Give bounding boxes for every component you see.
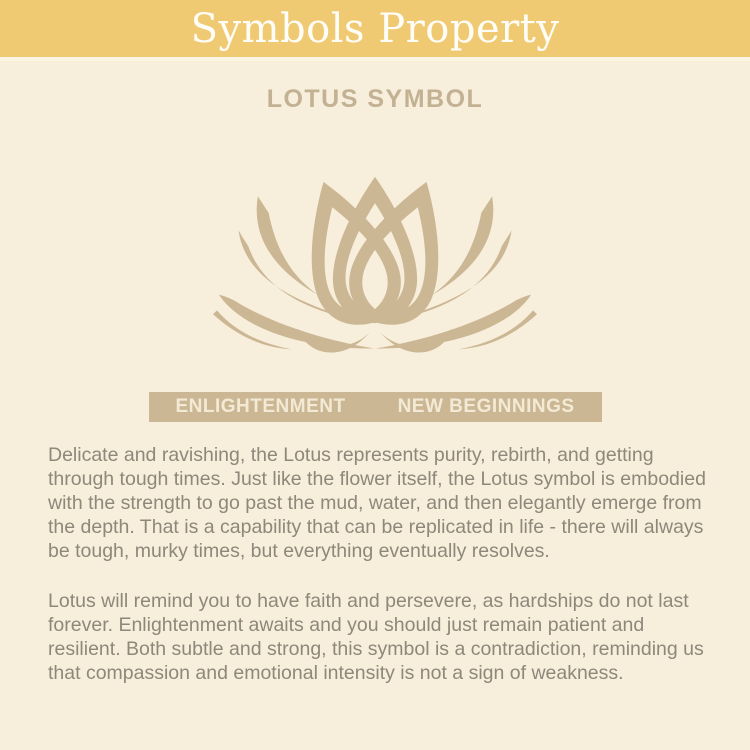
paragraph-2: Lotus will remind you to have faith and persevere, as hardships do not last forever. Enlightenment awaits and you should just remain patient and resilient. Both subtle and strong, this symbol is a contradiction, reminding us that compassion and emotional intensity is not a sign of weakness. [48, 590, 704, 684]
body-copy [48, 443, 714, 685]
tag-enlightenment-label: ENLIGHTENMENT [175, 396, 346, 417]
tags-banner [149, 392, 602, 422]
lotus-icon [199, 166, 551, 366]
header-divider [0, 57, 750, 61]
page-title: Symbols Property [190, 5, 560, 52]
paragraph-1: Delicate and ravishing, the Lotus represents purity, rebirth, and getting through tough times. Just like the flower itself, the Lotus symbol is embodied with the strength to go past the mud, water, and then elegantly emerge from the depth. That is a capability that can be replicated in life - there will always be tough, murky times, but everything eventually resolves. [48, 444, 706, 562]
header-banner [0, 0, 750, 57]
tag-new-beginnings-label: NEW BEGINNINGS [397, 396, 575, 417]
symbol-title: LOTUS SYMBOL [266, 85, 484, 113]
